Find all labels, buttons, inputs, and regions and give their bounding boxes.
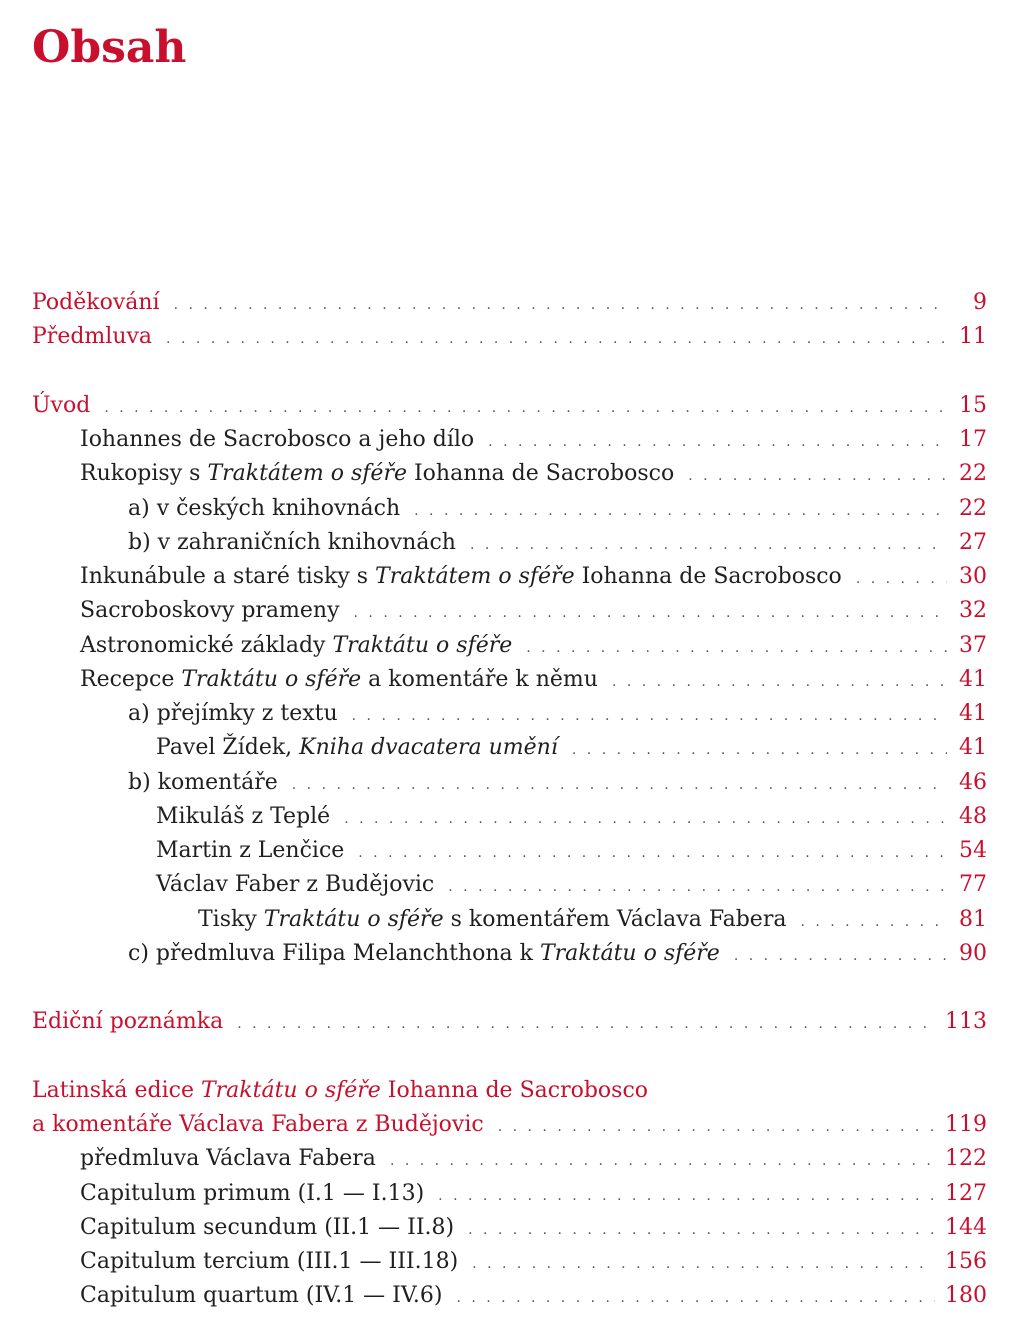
- leader-dots: [174, 288, 947, 322]
- toc-entry-faber[interactable]: [32, 868, 987, 902]
- leader-dots: [856, 562, 947, 596]
- toc-entry-label: Iohannes de Sacrobosco a jeho dílo: [80, 427, 475, 452]
- toc-entry-page: 54: [959, 838, 987, 863]
- leader-dots: [237, 1007, 935, 1041]
- toc-entry-capitulum-secundum[interactable]: [32, 1211, 987, 1245]
- leader-dots: [166, 322, 947, 356]
- toc-entry-capitulum-tercium[interactable]: [32, 1245, 987, 1279]
- toc-entry-page: 127: [945, 1180, 987, 1206]
- leader-dots: [498, 1110, 935, 1144]
- toc-entry-page: 113: [945, 1009, 987, 1035]
- leader-dots: [358, 836, 947, 870]
- leader-dots: [354, 596, 947, 630]
- toc-entry-uvod[interactable]: [32, 389, 987, 423]
- leader-dots: [470, 528, 947, 562]
- toc-entry-ceske-knihovny[interactable]: [32, 492, 987, 526]
- toc-entry-label: Předmluva: [32, 324, 153, 350]
- toc-entry-astronomicke-zaklady[interactable]: [32, 629, 987, 663]
- leader-dots: [488, 425, 947, 459]
- toc-entry-edicni-poznamka[interactable]: [32, 1005, 987, 1039]
- leader-dots: [612, 665, 947, 699]
- leader-dots: [572, 733, 947, 767]
- toc-entry-melanchthon[interactable]: [32, 937, 987, 971]
- toc-entry-label: a komentáře Václava Fabera z Budějovic: [32, 1112, 484, 1137]
- toc-entry-prameny[interactable]: [32, 594, 987, 628]
- toc-entry-page: 30: [959, 564, 987, 589]
- leader-dots: [352, 699, 947, 733]
- toc-entry-recepce[interactable]: [32, 663, 987, 697]
- toc-entry-label: Úvod: [32, 392, 91, 418]
- toc-entry-label: Capitulum secundum (II.1 — II.8): [80, 1214, 455, 1240]
- toc-entry-label: c) předmluva Filipa Melanchthona k Traktátu o sféře: [128, 940, 720, 966]
- toc-entry-martin[interactable]: [32, 834, 987, 868]
- toc-entry-page: 122: [945, 1146, 987, 1172]
- leader-dots: [472, 1247, 935, 1281]
- toc-entry-page: 9: [973, 290, 987, 315]
- toc-entry-label: Astronomické základy Traktátu o sféře: [80, 632, 513, 658]
- toc-entry-page: 27: [959, 529, 987, 555]
- toc-entry-label: Latinská edice Traktátu o sféře Iohanna de Sacrobosco: [32, 1077, 649, 1103]
- toc-entry-label: Capitulum tercium (III.1 — III.18): [80, 1249, 459, 1274]
- toc-entry-capitulum-primum[interactable]: [32, 1177, 987, 1211]
- toc-entry-page: 46: [959, 769, 987, 795]
- toc-entry-prejimky[interactable]: [32, 697, 987, 731]
- toc-entry-label: předmluva Václava Fabera: [80, 1146, 376, 1172]
- toc-entry-page: 77: [959, 872, 987, 898]
- toc-entry-label: Capitulum quartum (IV.1 — IV.6): [80, 1283, 443, 1309]
- toc-entry-page: 48: [959, 803, 987, 829]
- toc-entry-predmluva[interactable]: [32, 320, 987, 354]
- toc-entry-iohannes[interactable]: [32, 423, 987, 457]
- toc-entry-label: Rukopisy s Traktátem o sféře Iohanna de Sacrobosco: [80, 461, 675, 487]
- leader-dots: [390, 1144, 935, 1178]
- toc-entry-page: 32: [959, 598, 987, 624]
- toc-entry-page: 15: [959, 392, 987, 418]
- toc-entry-page: 41: [959, 735, 987, 761]
- toc-entry-podekovani[interactable]: [32, 286, 987, 320]
- leader-dots: [734, 939, 947, 973]
- toc-entry-label: b) komentáře: [128, 769, 278, 795]
- toc-entry-label: Tisky Traktátu o sféře s komentářem Václava Fabera: [198, 906, 787, 932]
- toc-entry-capitulum-quartum[interactable]: [32, 1279, 987, 1313]
- toc-entry-latinska-edice-line2[interactable]: [32, 1108, 987, 1142]
- toc-entry-page: 41: [959, 666, 987, 692]
- toc-entry-komentare[interactable]: [32, 766, 987, 800]
- toc-entry-page: 144: [945, 1214, 987, 1240]
- page-title: Obsah: [32, 22, 187, 73]
- toc-entry-page: 17: [959, 427, 987, 452]
- toc-entry-label: a) v českých knihovnách: [128, 495, 401, 521]
- toc-entry-page: 180: [945, 1283, 987, 1309]
- toc-entry-label: Ediční poznámka: [32, 1009, 224, 1035]
- toc-entry-inkunabule[interactable]: [32, 560, 987, 594]
- toc-entry-latinska-edice-line1[interactable]: [32, 1074, 987, 1108]
- leader-dots: [414, 494, 947, 528]
- toc-entry-mikulas[interactable]: [32, 800, 987, 834]
- toc-entry-page: 81: [959, 906, 987, 932]
- leader-dots: [292, 768, 947, 802]
- toc-entry-label: Capitulum primum (I.1 — I.13): [80, 1180, 425, 1206]
- leader-dots: [456, 1281, 935, 1315]
- leader-dots: [688, 459, 947, 493]
- leader-dots: [438, 1179, 935, 1213]
- toc-entry-page: 22: [959, 461, 987, 487]
- leader-dots: [468, 1213, 935, 1247]
- toc-entry-label: Inkunábule a staré tisky s Traktátem o sféře Iohanna de Sacrobosco: [80, 564, 842, 589]
- toc-entry-label: Recepce Traktátu o sféře a komentáře k němu: [80, 666, 598, 692]
- toc-entry-label: Sacroboskovy prameny: [80, 598, 340, 624]
- toc-entry-label: Václav Faber z Budějovic: [156, 872, 435, 898]
- toc-entry-predmluva-fabera[interactable]: [32, 1142, 987, 1176]
- toc-entry-label: Martin z Lenčice: [156, 838, 345, 863]
- toc-entry-page: 41: [959, 701, 987, 726]
- leader-dots: [104, 391, 947, 425]
- toc-entry-label: b) v zahraničních knihovnách: [128, 529, 456, 555]
- toc-entry-zahranicni-knihovny[interactable]: [32, 526, 987, 560]
- toc-entry-zidek[interactable]: [32, 731, 987, 765]
- toc-entry-page: 22: [959, 495, 987, 521]
- toc-entry-page: 37: [959, 632, 987, 658]
- toc-entry-page: 156: [945, 1249, 987, 1274]
- leader-dots: [526, 631, 947, 665]
- leader-dots: [800, 905, 947, 939]
- table-of-contents: [32, 286, 987, 1314]
- toc-entry-label: Pavel Žídek, Kniha dvacatera umění: [156, 735, 558, 761]
- leader-dots: [344, 802, 947, 836]
- toc-entry-label: Poděkování: [32, 290, 160, 315]
- toc-entry-label: a) přejímky z textu: [128, 701, 338, 726]
- toc-entry-page: 11: [959, 324, 987, 350]
- toc-entry-label: Mikuláš z Teplé: [156, 803, 331, 829]
- toc-entry-tisky[interactable]: [32, 903, 987, 937]
- toc-entry-page: 90: [959, 940, 987, 966]
- toc-entry-page: 119: [945, 1112, 987, 1137]
- leader-dots: [448, 870, 947, 904]
- toc-entry-rukopisy[interactable]: [32, 457, 987, 491]
